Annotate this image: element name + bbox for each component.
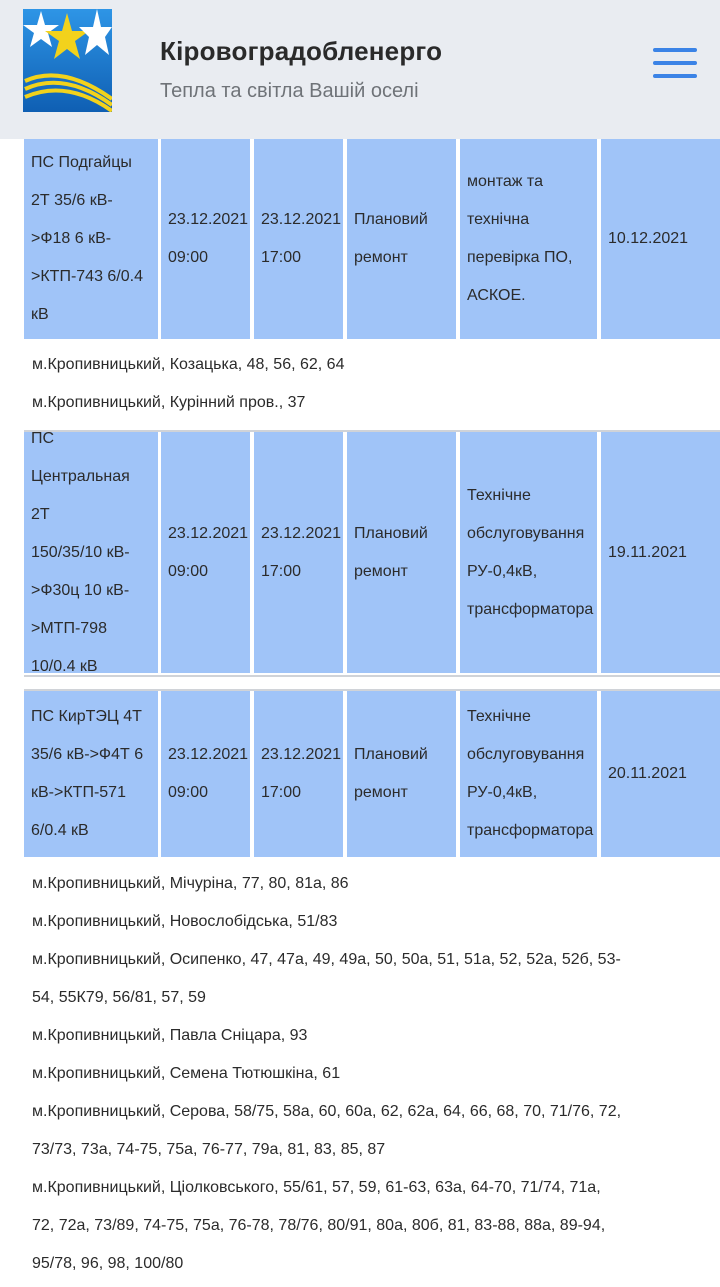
table-cell-type bbox=[347, 432, 456, 673]
cell-text: 19.11.2021 bbox=[608, 543, 687, 561]
table-cell-object bbox=[24, 139, 158, 339]
address-item: м.Кропивницький, Ціолковського, 55/61, 57, 59, 61-63, 63а, 64-70, 71/74, 71а, bbox=[32, 1179, 601, 1196]
cell-text: Плановий ремонт bbox=[354, 211, 428, 266]
cell-text: Плановий ремонт bbox=[354, 524, 428, 580]
cell-text: 23.12.2021 09:00 bbox=[168, 746, 249, 801]
address-list bbox=[24, 865, 720, 1283]
table-cell-object bbox=[24, 429, 158, 675]
cell-text: 10.12.2021 bbox=[608, 230, 689, 247]
cell-text: Технічне обслуговування РУ-0,4кВ, трансформатора bbox=[467, 486, 594, 618]
address-item: 54, 55К79, 56/81, 57, 59 bbox=[32, 989, 206, 1006]
address-item: 73/73, 73а, 74-75, 75а, 76-77, 79а, 81, 83, 85, 87 bbox=[32, 1141, 386, 1158]
site-header bbox=[0, 0, 720, 139]
table-cell-start bbox=[161, 139, 250, 339]
cell-text: монтаж та технічна перевірка ПО, АСКОЕ. bbox=[467, 173, 573, 304]
table-cell-type bbox=[347, 691, 456, 857]
address-item: м.Кропивницький, Новослобідська, 51/83 bbox=[32, 913, 338, 930]
table-cell-object bbox=[24, 691, 158, 857]
address-item: м.Кропивницький, Курінний пров., 37 bbox=[32, 394, 306, 411]
cell-text: 23.12.2021 09:00 bbox=[168, 524, 249, 580]
cell-text: 23.12.2021 17:00 bbox=[261, 524, 342, 580]
company-logo-icon[interactable] bbox=[23, 9, 112, 112]
cell-text: ПС КирТЭЦ 4Т 35/6 кВ->Ф4Т 6 кВ->КТП-571 6/0.4 кВ bbox=[31, 708, 144, 839]
table-cell-work bbox=[460, 691, 597, 857]
table-cell-end bbox=[254, 139, 343, 339]
table-cell-type bbox=[347, 139, 456, 339]
table-cell-date bbox=[601, 139, 720, 339]
cell-text: Технічне обслуговування РУ-0,4кВ, трансформатора bbox=[467, 708, 594, 839]
site-subtitle: Тепла та світла Вашій оселі bbox=[160, 80, 419, 102]
cell-text: 23.12.2021 17:00 bbox=[261, 746, 342, 801]
cell-text: ПС Центральная 2Т 150/35/10 кВ- >Ф30ц 10 кВ- >МТП-798 10/0.4 кВ bbox=[31, 429, 130, 675]
address-item: м.Кропивницький, Козацька, 48, 56, 62, 64 bbox=[32, 356, 345, 373]
table-cell-start bbox=[161, 432, 250, 673]
address-item: м.Кропивницький, Семена Тютюшкіна, 61 bbox=[32, 1065, 341, 1082]
cell-text: Плановий ремонт bbox=[354, 746, 428, 801]
table-cell-work bbox=[460, 432, 597, 673]
address-item: 95/78, 96, 98, 100/80 bbox=[32, 1255, 184, 1272]
cell-text: ПС Подгайцы 2Т 35/6 кВ- >Ф18 6 кВ- >КТП-743 6/0.4 кВ bbox=[31, 154, 143, 323]
table-cell-date bbox=[601, 691, 720, 857]
table-cell-work bbox=[460, 139, 597, 339]
address-item: м.Кропивницький, Мічуріна, 77, 80, 81а, 86 bbox=[32, 875, 349, 892]
address-list bbox=[24, 346, 720, 422]
table-cell-date bbox=[601, 432, 720, 673]
address-item: 72, 72а, 73/89, 74-75, 75а, 76-78, 78/76, 80/91, 80а, 80б, 81, 83-88, 88а, 89-94, bbox=[32, 1217, 606, 1234]
address-item: м.Кропивницький, Осипенко, 47, 47а, 49, 49а, 50, 50а, 51, 51а, 52, 52а, 52б, 53- bbox=[32, 951, 621, 968]
table-cell-end bbox=[254, 691, 343, 857]
address-item: м.Кропивницький, Павла Сніцара, 93 bbox=[32, 1027, 308, 1044]
address-item: м.Кропивницький, Серова, 58/75, 58а, 60, 60а, 62, 62а, 64, 66, 68, 70, 71/76, 72, bbox=[32, 1103, 622, 1120]
table-cell-start bbox=[161, 691, 250, 857]
hamburger-menu-icon[interactable] bbox=[653, 48, 697, 80]
table-cell-end bbox=[254, 432, 343, 673]
cell-text: 23.12.2021 09:00 bbox=[168, 211, 249, 266]
cell-text: 23.12.2021 17:00 bbox=[261, 211, 342, 266]
site-title[interactable]: Кіровоградобленерго bbox=[160, 36, 443, 66]
cell-text: 20.11.2021 bbox=[608, 765, 687, 782]
